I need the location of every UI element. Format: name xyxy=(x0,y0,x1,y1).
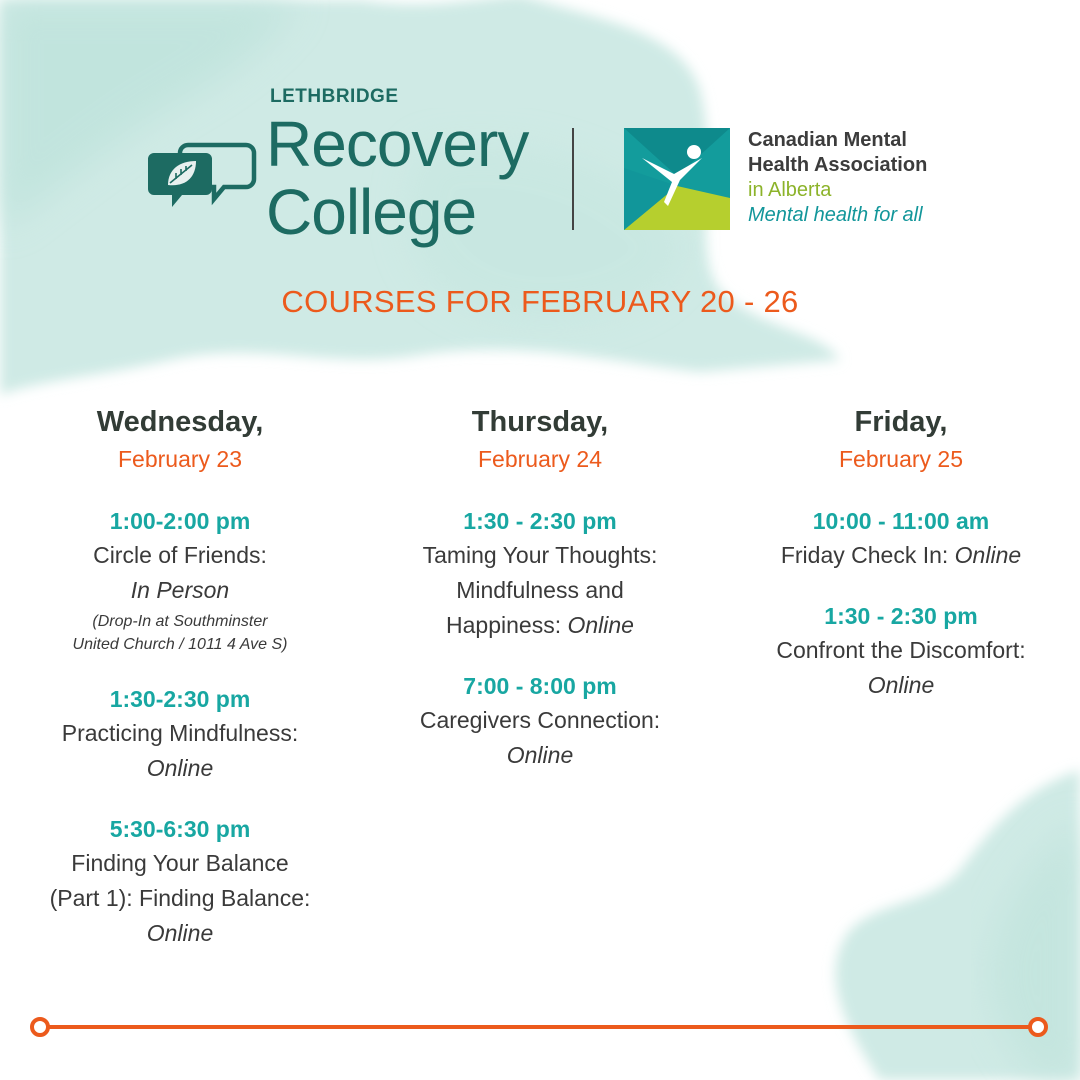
cmha-logo xyxy=(624,128,984,230)
page-title: COURSES FOR FEBRUARY 20 - 26 xyxy=(281,284,799,319)
course-title: Caregivers Connection: xyxy=(419,707,661,733)
course-mode: Online xyxy=(867,672,935,698)
day-column-wednesday xyxy=(0,402,360,951)
cmha-figure-icon xyxy=(624,128,730,230)
course-mode: Online xyxy=(146,755,214,781)
course-time: 1:30 - 2:30 pm xyxy=(463,508,617,534)
course-item xyxy=(721,599,1080,703)
day-date: February 24 xyxy=(477,446,602,472)
cmha-line-2: Health Association xyxy=(748,154,928,176)
course-title-cont: (Part 1): Finding Balance: xyxy=(49,885,311,911)
day-date: February 23 xyxy=(117,446,242,472)
course-item xyxy=(0,682,360,786)
course-item xyxy=(721,504,1080,573)
day-column-friday xyxy=(721,402,1080,703)
course-title: Practicing Mindfulness: xyxy=(61,720,299,746)
cmha-wordmark xyxy=(748,128,988,228)
cmha-line-3: in Alberta xyxy=(748,179,832,201)
logo-recovery-text: Recovery xyxy=(266,108,529,180)
day-heading: Thursday, xyxy=(471,406,609,438)
course-time: 10:00 - 11:00 am xyxy=(812,508,990,534)
course-title-cont: Happiness: xyxy=(446,612,568,638)
course-location-note: United Church / 1011 4 Ave S) xyxy=(72,636,288,653)
course-mode: Online xyxy=(146,920,214,946)
course-time: 7:00 - 8:00 pm xyxy=(463,673,617,699)
course-mode: Online xyxy=(567,612,634,638)
course-mode: Online xyxy=(506,742,574,768)
course-title: Confront the Discomfort: xyxy=(776,637,1026,663)
course-item xyxy=(360,669,720,773)
course-title: Friday Check In: xyxy=(780,542,955,568)
course-title-cont: Mindfulness and xyxy=(456,577,624,603)
day-column-thursday xyxy=(360,402,720,773)
day-heading: Friday, xyxy=(854,406,948,438)
course-item xyxy=(0,504,360,656)
recovery-college-logo xyxy=(148,80,548,270)
course-title: Finding Your Balance xyxy=(71,850,289,876)
course-mode: Online xyxy=(954,542,1022,568)
course-item xyxy=(360,504,720,643)
course-time: 1:30-2:30 pm xyxy=(109,686,251,712)
course-mode: In Person xyxy=(130,577,230,603)
course-title: Circle of Friends: xyxy=(93,542,267,568)
cmha-line-1: Canadian Mental xyxy=(748,129,907,151)
logo-college-text: College xyxy=(266,176,477,248)
cmha-tagline: Mental health for all xyxy=(748,204,923,226)
course-location-note: (Drop-In at Southminster xyxy=(92,613,268,630)
course-time: 5:30-6:30 pm xyxy=(109,816,251,842)
speech-bubbles-leaf-icon xyxy=(148,135,258,215)
course-item xyxy=(0,812,360,951)
logo-divider xyxy=(572,128,574,230)
day-heading: Wednesday, xyxy=(96,406,264,438)
course-time: 1:30 - 2:30 pm xyxy=(824,603,978,629)
day-date: February 25 xyxy=(838,446,963,472)
course-time: 1:00-2:00 pm xyxy=(109,508,251,534)
logo-lethbridge-text: LETHBRIDGE xyxy=(270,86,399,107)
course-title: Taming Your Thoughts: xyxy=(422,542,658,568)
